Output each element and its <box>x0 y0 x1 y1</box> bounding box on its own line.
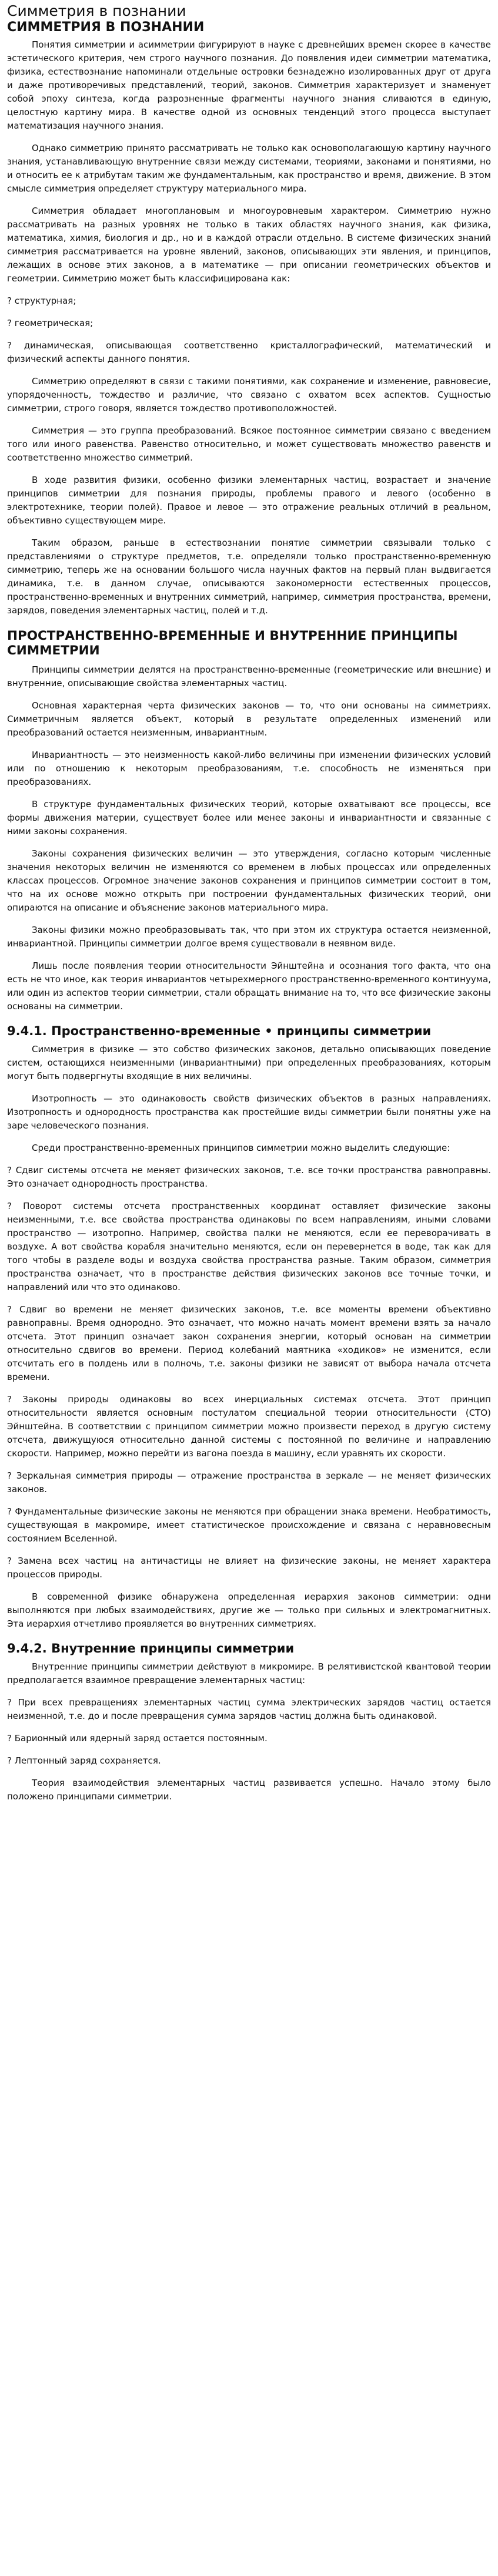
list-item: ? Барионный или ядерный заряд остается постоянным. <box>7 1733 268 1744</box>
paragraph: Симметрия — это группа преобразований. Всякое постоянное симметрии связано с введением того или иного равенства. Равенство относительно, и может существовать множество равенств и соответственно множество симметрий. <box>7 425 491 464</box>
list-item: ? структурная; <box>7 295 76 307</box>
paragraph: Законы физики можно преобразовывать так, что при этом их структура остается неизменной, инвариантной. Принципы симметрии долгое время существовали в неявном виде. <box>7 924 491 949</box>
paragraph: Понятия симметрии и асимметрии фигурируют в науке с древнейших времен скорее в качестве эстетического критерия, чем строго научного познания. До появления идеи симметрии математика, физика, естествознание напоминали отдельные островки безнадежно изолированных друг от друга и даже противоречивых представлений, теорий, законов. Симметрия характеризует и знаменует собой эпоху синтеза, когда разрозненные фрагменты научного знания сливаются в единую, целостную картину мира. В качестве одной из основных тенденций этого процесса выступает математизация научного знания. <box>7 39 491 132</box>
list-item: ? Сдвиг во времени не меняет физических законов, т.е. все моменты времени объективно равноправны. Время однородно. Это означает, что можно начать момент времени взять за начало отсчета. Этот принцип означает закон сохранения энергии, который основан на симметрии относительно сдвигов во времени. Период колебаний маятника «ходиков» не изменится, если отсчитать его в полдень или в полночь, т.е. законы физики не зависят от выбора начала отсчета времени. <box>7 1304 491 1382</box>
paragraph: В современной физике обнаружена определенная иерархия законов симметрии: одни выполняются при любых взаимодействиях, другие же — только при сильных и электромагнитных. Эта иерархия отчетливо проявляется во внутренних симметриях. <box>7 1591 491 1629</box>
list-item: ? геометрическая; <box>7 318 93 329</box>
list-item: ? Поворот системы отсчета пространственных координат оставляет физические законы неизменными, т.е. все свойства пространства одинаковы по всем направлениям, иными словами пространство — изотропно. Например, свойства палки не меняются, если ее переворачивать в воздухе. А вот свойства корабля значительно меняются, если он перевернется в воде, так как для того чтобы в разделе воды и воздуха свойства пространства разные. Таким образом, симметрия пространства означает, что в пространстве действия физических законов все точные точки, и направлений или что это одинаково. <box>7 1200 491 1292</box>
list-item: ? Замена всех частиц на античастицы не влияет на физические законы, не меняет характера процессов природы. <box>7 1555 491 1580</box>
paragraph: Среди пространственно-временных принципов симметрии можно выделить следующие: <box>32 1142 450 1153</box>
subsection-heading: 9.4.2. Внутренние принципы симметрии <box>7 1641 295 1655</box>
section-heading: ПРОСТРАНСТВЕННО-ВРЕМЕННЫЕ И ВНУТРЕННИЕ ПРИНЦИПЫ СИММЕТРИИ <box>7 629 458 659</box>
list-item: ? Зеркальная симметрия природы — отражение пространства в зеркале — не меняет физических законов. <box>7 1470 491 1494</box>
paragraph: Симметрия в физике — это собство физических законов, детально описывающих поведение систем, остающихся неизменными (инвариантными) при определенных преобразованиях, которым могут быть подвергнуты входящие в них величины. <box>7 1043 491 1082</box>
list-item: ? Сдвиг системы отсчета не меняет физических законов, т.е. все точки пространства равноправны. Это означает однородность пространства. <box>7 1164 491 1189</box>
paragraph: Инвариантность — это неизменность какой-либо величины при изменении физических условий или по отношению к некоторым преобразованиям, т.е. способность не изменяться при преобразованиях. <box>7 749 491 787</box>
paragraph: Изотропность — это одинаковость свойств физических объектов в разных направлениях. Изотропность и однородность пространства как простейшие виды симметрии были понятны уже на заре человеческого познания. <box>7 1093 491 1131</box>
paragraph: Симметрия обладает многоплановым и многоуровневым характером. Симметрию нужно рассматривать на разных уровнях не только в таких областях научного знания, как физика, математика, химия, биология и др., но и в каждой отрасли отдельно. В системе физических знаний симметрия рассматривается на уровне явлений, законов, описывающих эти явления, и принципов, лежащих в основе этих законов, а в математике — при описании геометрических объектов и геометрии. Симметрию может быть классифицирована как: <box>7 206 491 284</box>
paragraph: В ходе развития физики, особенно физики элементарных частиц, возрастает и значение принципов симметрии для познания природы, проблемы правого и левого (особенно в электротехнике, теории полей). Правое и левое — это отражение реальных отличий в реальном, объективно существующем мире. <box>7 475 491 526</box>
list-item: ? Законы природы одинаковы во всех инерциальных системах отсчета. Этот принцип относительности является основным постулатом специальной теории относительности (СТО) Эйнштейна. В соответствии с принципом симметрии можно произвести переход в другую систему отсчета, движущуюся относительно данной системы с постоянной по величине и направлению скорости. Например, можно перейти из вагона поезда в машину, если уравнять их скорости. <box>7 1393 491 1459</box>
document-body <box>7 20 491 1803</box>
list-item: ? Лептонный заряд сохраняется. <box>7 1755 161 1766</box>
paragraph: Внутренние принципы симметрии действуют в микромире. В релятивистской квантовой теории предполагается взаимное превращение элементарных частиц: <box>7 1661 491 1686</box>
paragraph: Однако симметрию принято рассматривать не только как основополагающую картину научного знания, устанавливающую внутренние связи между системами, теориями, законами и понятиями, но и относить ее к атрибутам таким же фундаментальным, как пространство и время, движение. В этом смысле симметрия определяет структуру материального мира. <box>7 143 491 194</box>
paragraph: Основная характерная черта физических законов — то, что они основаны на симметриях. Симметричным является объект, который в результате определенных изменений или преобразований остается неизменным, инвариантным. <box>7 700 491 738</box>
list-item: ? При всех превращениях элементарных частиц сумма электрических зарядов частиц остается неизменной, т.е. до и после превращения сумма зарядов частиц должна быть одинаковой. <box>7 1697 491 1722</box>
list-item: ? Фундаментальные физические законы не меняются при обращении знака времени. Необратимость, существующая в макромире, имеет статистическое происхождение и связана с неравновесным состоянием Вселенной. <box>7 1506 491 1544</box>
paragraph: Лишь после появления теории относительности Эйнштейна и осознания того факта, что она есть не что иное, как теория инвариантов четырехмерного пространственно-временного континуума, или один из аспектов теории симметрии, стали обращать внимание на то, что все физические законы основаны на симметрии. <box>7 960 491 1012</box>
paragraph: Законы сохранения физических величин — это утверждения, согласно которым численные значения некоторых величин не изменяются со временем в любых процессах или определенных классах процессов. Огромное значение законов сохранения и принципов симметрии состоит в том, что на их основе можно открыть при построении фундаментальных физических теорий, они опираются на описание и объяснение законов материального мира. <box>7 848 491 913</box>
paragraph: В структуре фундаментальных физических теорий, которые охватывают все процессы, все формы движения материи, существует более или менее законы и инвариантности и связанные с ними законы сохранения. <box>7 798 491 837</box>
paragraph: Таким образом, раньше в естествознании понятие симметрии связывали только с представлениями о структуре предметов, т.е. определяли только пространственно-временную симметрию, теперь же на основании большого числа научных фактов на первый план выдвигается динамика, т.е. в данном случае, описываются закономерности естественных процессов, пространственно-временных и внутренних симметрий, например, симметрия пространства, времени, зарядов, поведения элементарных частиц, полей и т.д. <box>7 538 491 616</box>
page-title: Симметрия в познании <box>7 2 186 19</box>
subsection-heading: 9.4.1. Пространственно-временные • принципы симметрии <box>7 1023 432 1038</box>
list-item: ? динамическая, описывающая соответственно кристаллографический, математический и физический аспекты данного понятия. <box>7 340 491 365</box>
paragraph: Принципы симметрии делятся на пространственно-временные (геометрические или внешние) и внутренние, описывающие свойства элементарных частиц. <box>7 664 491 688</box>
paragraph: Теория взаимодействия элементарных частиц развивается успешно. Начало этому было положено принципами симметрии. <box>7 1778 491 1802</box>
main-heading: СИММЕТРИЯ В ПОЗНАНИИ <box>7 20 205 35</box>
paragraph: Симметрию определяют в связи с такими понятиями, как сохранение и изменение, равновесие, упорядоченность, тождество и различие, что связано с охватом всех аспектов. Сущностью симметрии, строго говоря, является тождество противоположностей. <box>7 376 491 414</box>
